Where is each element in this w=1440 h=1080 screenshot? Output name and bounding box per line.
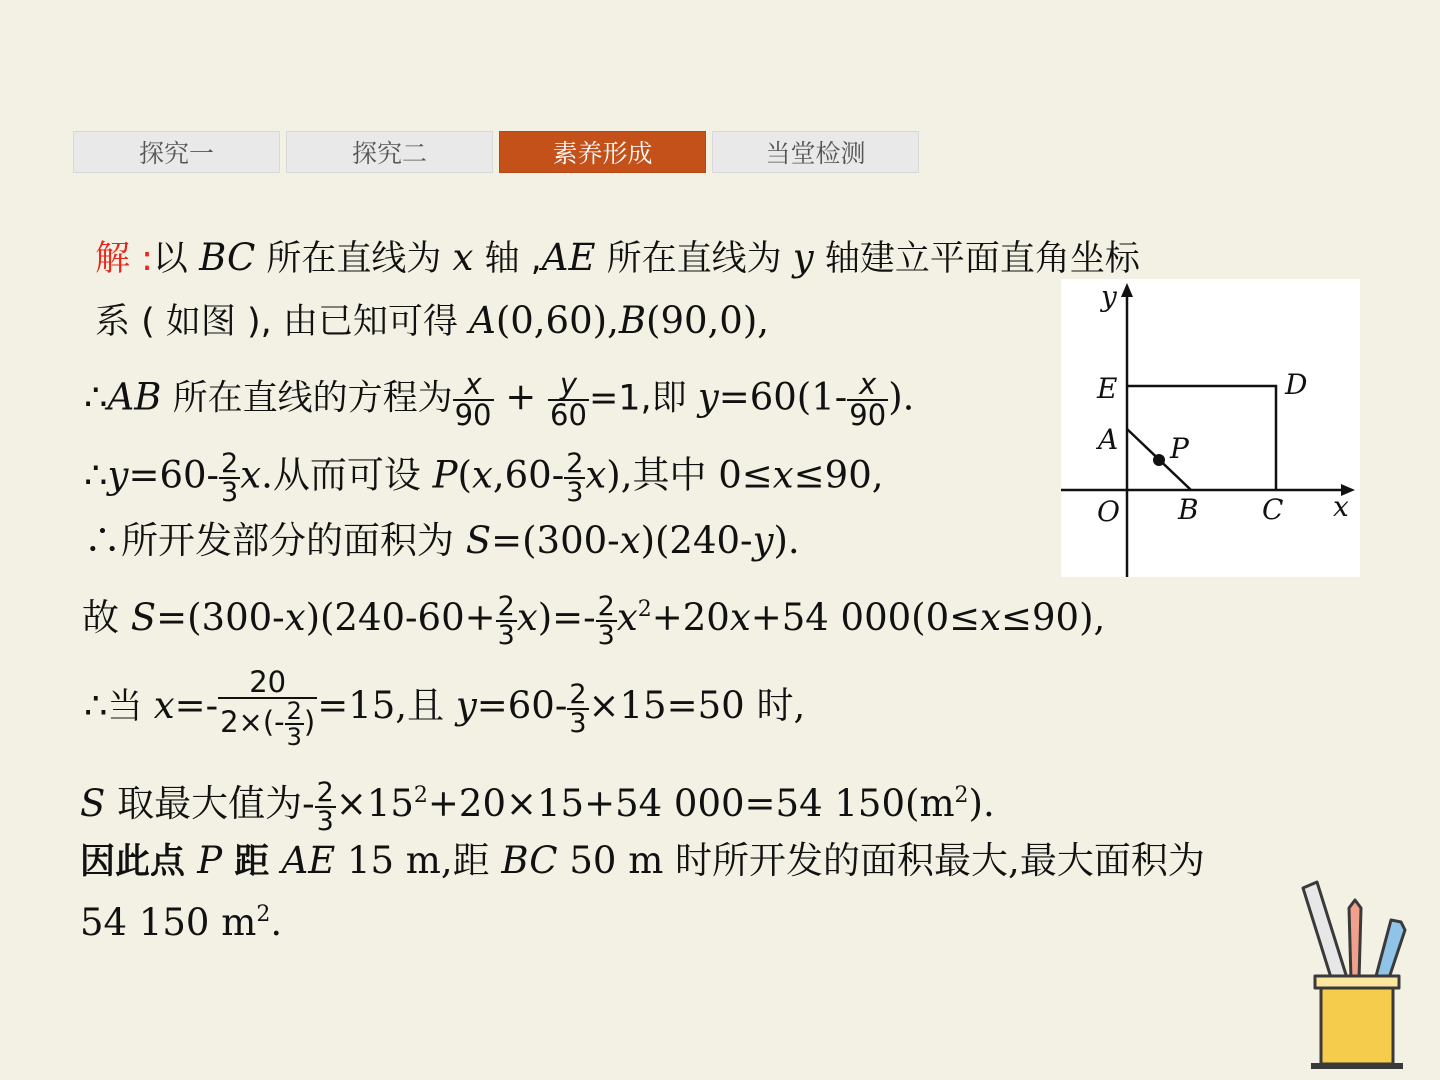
label-o: O xyxy=(1097,495,1120,528)
label-y: y xyxy=(1101,280,1117,313)
fraction-x-over-90: $\frac{x}{90}$ xyxy=(454,367,492,432)
solution-line-10: 54 150 $m^2$. xyxy=(80,901,283,944)
solution-line-5: ∴所开发部分的面积为 S=(300-x)(240-y). xyxy=(84,519,800,562)
pencil-cup-icon xyxy=(1295,880,1425,1078)
solution-line-9: 因此点 P 距 AE 15 m,距 BC 50 m 时所开发的面积最大,最大面积为 xyxy=(80,839,1205,882)
y-axis-arrow-icon xyxy=(1121,283,1133,297)
label-d: D xyxy=(1285,368,1308,401)
fraction-20-over-expression: 20 2×(- $\frac{2}{3}$ ) xyxy=(220,665,316,751)
fraction-x-over-90-b: $\frac{x}{90}$ xyxy=(849,367,887,432)
coordinate-figure xyxy=(1061,279,1360,577)
tab-class-test[interactable]: 当堂检测 xyxy=(712,131,919,173)
solution-line-2: 系 ( 如图 ), 由已知可得 A(0,60),B(90,0), xyxy=(95,299,770,342)
fraction-y-over-60: $\frac{y}{60}$ xyxy=(550,367,587,432)
solution-line-7: ∴当 x=- 20 2×(- $\frac{2}{3}$ ) =15,且 y=60- $\frac{2}{3}$ ×15=50 时, xyxy=(84,665,806,751)
label-x: x xyxy=(1333,490,1349,523)
tab-explore-1[interactable]: 探究一 xyxy=(73,131,280,173)
fraction-two-thirds: $\frac{2}{3}$ xyxy=(221,448,239,508)
fraction-two-thirds-f: $\frac{2}{3}$ xyxy=(316,776,334,837)
tab-explore-2[interactable]: 探究二 xyxy=(286,131,493,173)
solution-line-3: ∴AB 所在直线的方程为 $\frac{x}{90}$ + $\frac{y}{60}$ =1,即 y=60(1- $\frac{x}{90}$ ). xyxy=(84,367,915,432)
fraction-two-thirds-c: $\frac{2}{3}$ xyxy=(497,590,515,651)
coordinate-diagram xyxy=(1061,279,1360,577)
solution-line-8: S 取最大值为- $\frac{2}{3}$ $\times 15^2+20\times 15+54$ 000=54 $150(m^2)$. xyxy=(80,776,995,837)
fraction-two-thirds-e: $\frac{2}{3}$ xyxy=(569,678,587,739)
fraction-two-thirds-b: $\frac{2}{3}$ xyxy=(566,448,584,508)
label-c: C xyxy=(1262,493,1284,526)
label-a: A xyxy=(1098,423,1119,456)
fraction-two-thirds-d: $\frac{2}{3}$ xyxy=(597,590,615,651)
label-e: E xyxy=(1097,372,1118,405)
rectangle-outline xyxy=(1127,386,1276,490)
solution-line-6: 故 S=(300-x)(240-60+ $\frac{2}{3}$ x)=- $\frac{2}{3}$ $x^2+20x+54$ 000(0≤x≤90), xyxy=(82,590,1106,651)
solution-line-1: 解 :以 BC 所在直线为 x 轴 ,AE 所在直线为 y 轴建立平面直角坐标 xyxy=(95,236,1140,279)
label-p: P xyxy=(1170,432,1189,465)
label-b: B xyxy=(1178,493,1199,526)
tab-literacy[interactable]: 素养形成 xyxy=(499,131,706,173)
point-p-dot xyxy=(1153,454,1165,466)
solution-line-4: ∴y=60- $\frac{2}{3}$ x.从而可设 P(x,60- $\frac{2}{3}$ x),其中 0≤x≤90, xyxy=(84,448,884,508)
